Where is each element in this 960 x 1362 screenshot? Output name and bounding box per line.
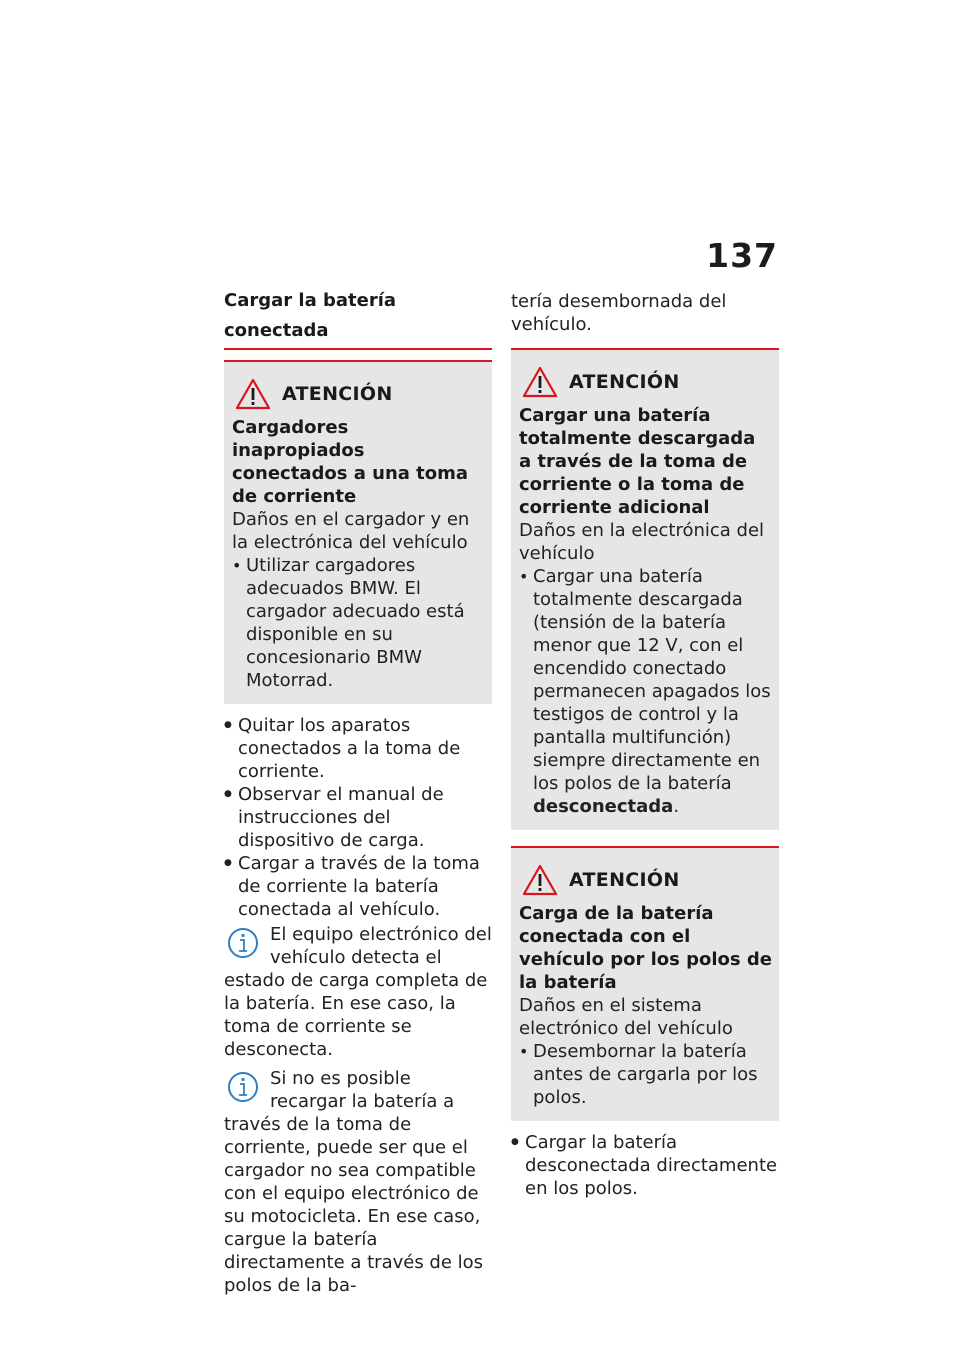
warning-bullet: • Desembornar la batería antes de cargarla por los polos. <box>519 1040 773 1109</box>
step-item: ● Cargar la batería desconectada directamente en los polos. <box>511 1131 779 1200</box>
warning-title: Carga de la batería conectada con el vehículo por los polos de la batería <box>519 903 772 993</box>
warning-body: Daños en la electrónica del vehículo <box>519 520 765 564</box>
info-note <box>224 1067 492 1297</box>
warning-triangle-icon <box>521 365 559 399</box>
warning-header <box>519 860 773 900</box>
warning-title: Cargadores inapropiados conectados a una toma de corriente <box>232 417 469 507</box>
warning-triangle-icon <box>521 863 559 897</box>
right-column <box>511 286 779 1200</box>
warning-box <box>224 360 492 704</box>
warning-body: Daños en el cargador y en la electrónica del vehículo <box>232 509 470 553</box>
warning-bullet-emphasis: desconectada <box>533 796 674 817</box>
info-icon <box>226 1069 260 1105</box>
step-list <box>224 714 492 921</box>
warning-bullet-end: . <box>673 796 680 817</box>
warning-body: Daños en el sistema electrónico del vehículo <box>519 995 733 1039</box>
page-number: 137 <box>706 236 778 275</box>
continuation-text: tería desembornada del vehículo. <box>511 291 727 335</box>
warning-bullet-text: Cargar una batería totalmente descargada (tensión de la batería menor que 12 V, con el encendido conectado permanecen apagados los testigos de control y la pantalla multifunción) siempre directamente en los polos de la batería <box>533 566 771 794</box>
warning-bullet: • Utilizar cargadores adecuados BMW. El cargador adecuado está disponible en su concesionario BMW Motorrad. <box>232 554 486 692</box>
step-item: ● Cargar a través de la toma de corriente la batería conectada al vehículo. <box>224 852 492 921</box>
warning-box <box>511 846 779 1121</box>
warning-header <box>232 374 486 414</box>
warning-label: ATENCIÓN <box>282 383 393 405</box>
info-text: El equipo electrónico del vehículo detecta el estado de carga completa de la batería. En ese caso, la toma de corriente se desconecta. <box>224 924 492 1060</box>
info-note <box>224 923 492 1061</box>
warning-box <box>511 348 779 830</box>
step-list <box>511 1131 779 1200</box>
warning-bullet <box>519 565 773 818</box>
left-column <box>224 286 492 1297</box>
section-title: Cargar la batería conectada <box>224 286 492 350</box>
info-icon <box>226 925 260 961</box>
step-item: ● Quitar los aparatos conectados a la toma de corriente. <box>224 714 492 783</box>
info-text: Si no es posible recargar la batería a través de la toma de corriente, puede ser que el cargador no sea compatible con el equipo electrónico de su motocicleta. En ese caso, cargue la batería directamente a través de los polos de la ba- <box>224 1068 484 1296</box>
warning-label: ATENCIÓN <box>569 869 680 891</box>
warning-header <box>519 362 773 402</box>
warning-triangle-icon <box>234 377 272 411</box>
warning-label: ATENCIÓN <box>569 371 680 393</box>
warning-title: Cargar una batería totalmente descargada a través de la toma de corriente o la toma de corriente adicional <box>519 405 756 518</box>
step-item: ● Observar el manual de instrucciones del dispositivo de carga. <box>224 783 492 852</box>
